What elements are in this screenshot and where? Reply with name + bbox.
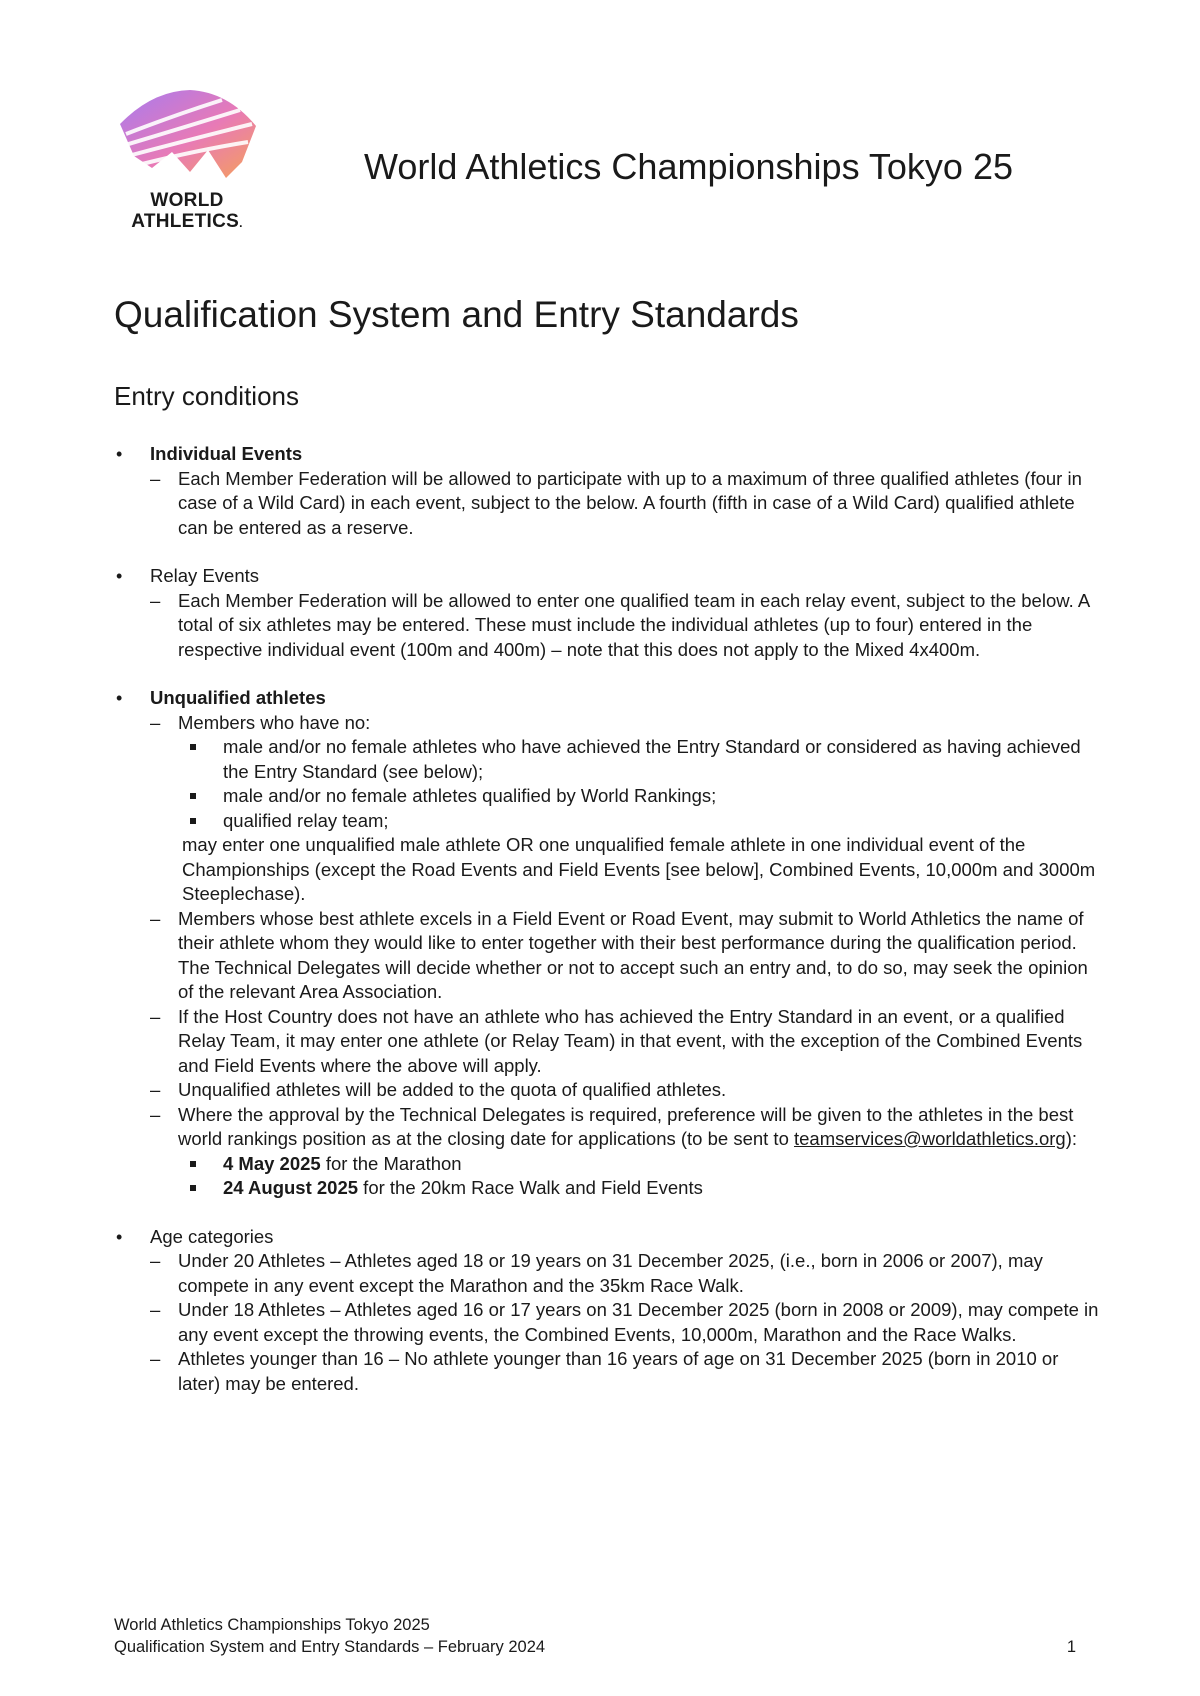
footer-line-2: Qualification System and Entry Standards – February 2024 xyxy=(114,1638,546,1656)
square-bullet-icon xyxy=(190,793,196,799)
list-item-text: If the Host Country does not have an athlete who has achieved the Entry Standard in an event, or a qualified Relay Team, it may enter one athlete (or Relay Team) in that event, with the exception of the Combined Events and Field Events where the above will apply. xyxy=(178,1005,1083,1076)
sub-list-item xyxy=(178,1176,1104,1201)
list-item xyxy=(150,589,1104,663)
list-item-text-end: ): xyxy=(1065,1128,1078,1149)
list-item xyxy=(150,1347,1104,1396)
bullet-icon: • xyxy=(116,444,123,464)
list-item-paragraph: may enter one unqualified male athlete OR one unqualified female athlete in one individual event of the Championships (except the Road Events and Field Events [see below], Combined Events, 10,000m and 3000m Steeplechase). xyxy=(182,834,1096,904)
logo-mark-icon xyxy=(112,86,262,186)
list-item xyxy=(150,467,1104,541)
list-item xyxy=(150,1005,1104,1079)
sub-list-item-text: male and/or no female athletes who have achieved the Entry Standard or considered as having achieved the Entry Standard (see below); xyxy=(223,736,1081,782)
square-bullet-icon xyxy=(190,744,196,750)
date-marathon: 4 May 2025 xyxy=(223,1152,321,1174)
list-item xyxy=(150,907,1104,1005)
bullet-relay-events xyxy=(114,564,1104,662)
dash-icon: – xyxy=(150,1299,161,1320)
bullet-icon: • xyxy=(116,566,123,586)
list-item xyxy=(150,1298,1104,1347)
bullet-title: Relay Events xyxy=(150,565,259,586)
bullet-title: Individual Events xyxy=(150,443,303,464)
section-heading: Entry conditions xyxy=(114,381,299,411)
list-item-text: Unqualified athletes will be added to the quota of qualified athletes. xyxy=(178,1079,727,1100)
world-athletics-logo xyxy=(112,86,262,236)
page-number: 1 xyxy=(1066,1638,1076,1656)
sub-list-item-text: qualified relay team; xyxy=(223,809,389,831)
list-item xyxy=(150,1078,1104,1103)
dash-icon: – xyxy=(150,1103,161,1125)
sub-list-item xyxy=(178,784,1104,809)
date-race-walk: 24 August 2025 xyxy=(223,1177,359,1198)
document-title: Qualification System and Entry Standards xyxy=(114,294,799,335)
list-item-text: Where the approval by the Technical Delegates is required, preference will be given to the athletes in the best world rankings position as at the closing date for applications (to be sent to xyxy=(178,1103,1074,1149)
dash-icon: – xyxy=(150,1079,161,1100)
dash-icon: – xyxy=(150,589,161,611)
bullet-icon: • xyxy=(116,1226,123,1247)
bullet-age-categories xyxy=(114,1225,1104,1397)
list-item-text: Members whose best athlete excels in a Field Event or Road Event, may submit to World Athletics the name of their athlete whom they would like to enter together with their best performance during the qualification period. The Technical Delegates will decide whether or not to accept such an entry and, to do so, may seek the opinion of the relevant Area Association. xyxy=(178,907,1088,1002)
list-item xyxy=(150,1103,1104,1201)
list-item-text: Under 18 Athletes – Athletes aged 16 or 17 years on 31 December 2025 (born in 2008 or 2009), may compete in any event except the throwing events, the Combined Events, 10,000m, Marathon and the Race Walks. xyxy=(178,1299,1099,1345)
date-race-walk-text: for the 20km Race Walk and Field Events xyxy=(358,1177,703,1198)
dash-icon: – xyxy=(150,1348,161,1369)
dash-icon: – xyxy=(150,711,161,733)
sub-list xyxy=(178,1152,1104,1201)
list-item xyxy=(150,711,1104,907)
dash-icon: – xyxy=(150,907,161,929)
logo-line-world: WORLD xyxy=(150,190,224,211)
dash-icon: – xyxy=(150,1005,161,1027)
logo-wordmark xyxy=(112,190,262,234)
square-bullet-icon xyxy=(190,1161,196,1167)
sub-list xyxy=(178,735,1104,833)
sub-list-item xyxy=(178,809,1104,834)
bullet-individual-events xyxy=(114,442,1104,540)
list-item xyxy=(150,1249,1104,1298)
bullet-icon: • xyxy=(116,688,123,708)
list-item-text: Athletes younger than 16 – No athlete younger than 16 years of age on 31 December 2025 (born in 2010 or later) may be entered. xyxy=(178,1348,1059,1394)
sub-list-item xyxy=(178,735,1104,784)
dash-icon: – xyxy=(150,467,161,489)
square-bullet-icon xyxy=(190,1185,196,1191)
list-item-text: Members who have no: xyxy=(178,711,371,733)
footer-line-1: World Athletics Championships Tokyo 2025 xyxy=(114,1616,430,1634)
page-footer xyxy=(114,1614,1074,1658)
list-item-text: Under 20 Athletes – Athletes aged 18 or 19 years on 31 December 2025, (i.e., born in 2006 or 2007), may compete in any event except the Marathon and the 35km Race Walk. xyxy=(178,1250,1043,1296)
bullet-unqualified-athletes xyxy=(114,686,1104,1201)
header-title: World Athletics Championships Tokyo 25 xyxy=(364,146,1014,187)
logo-line-athletics: ATHLETICS. xyxy=(131,211,243,232)
square-bullet-icon xyxy=(190,818,196,824)
logo-dot: . xyxy=(239,216,243,230)
list-item-text: Each Member Federation will be allowed to participate with up to a maximum of three qualified athletes (four in case of a Wild Card) in each event, subject to the below. A fourth (fifth in case of a Wild Card) qualified athlete can be entered as a reserve. xyxy=(178,467,1082,538)
bullet-title: Age categories xyxy=(150,1225,274,1247)
sub-list-item-text: male and/or no female athletes qualified by World Rankings; xyxy=(223,785,717,806)
date-marathon-text: for the Marathon xyxy=(320,1152,462,1174)
sub-list-item xyxy=(178,1152,1104,1177)
document-body xyxy=(114,442,1104,1420)
email-link[interactable]: teamservices@worldathletics.org xyxy=(794,1128,1066,1149)
bullet-title: Unqualified athletes xyxy=(150,687,326,708)
list-item-text: Each Member Federation will be allowed to enter one qualified team in each relay event, subject to the below. A total of six athletes may be entered. These must include the individual athletes (up to four) entered in the respective individual event (100m and 400m) – note that this does not apply to the Mixed 4x400m. xyxy=(178,589,1090,660)
dash-icon: – xyxy=(150,1250,161,1271)
